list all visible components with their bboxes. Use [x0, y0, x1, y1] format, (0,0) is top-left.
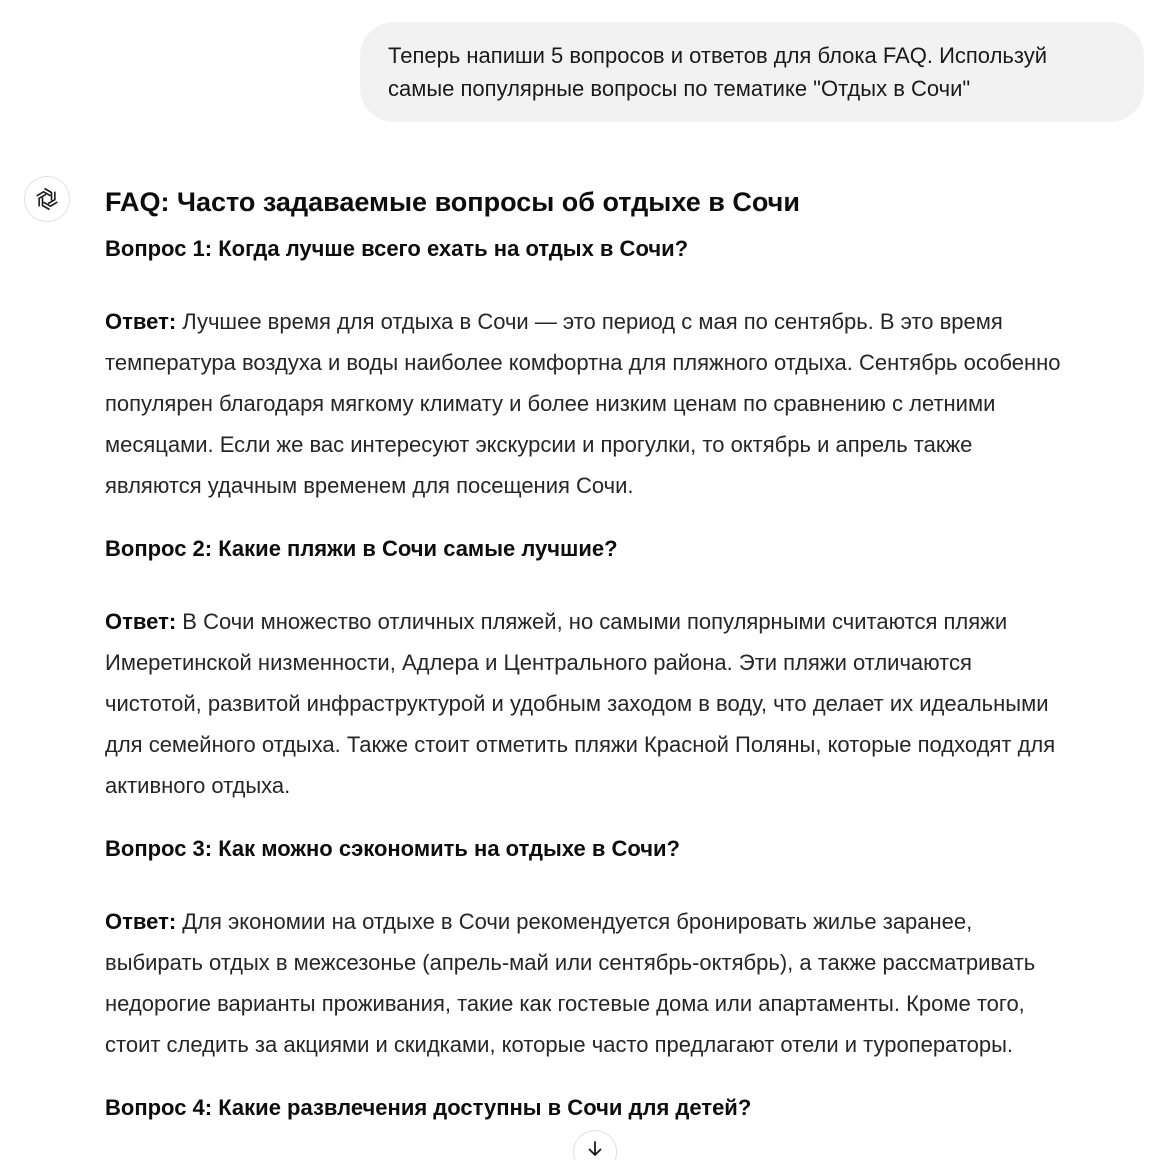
arrow-down-icon	[585, 1139, 605, 1159]
openai-logo-icon	[24, 176, 70, 222]
assistant-response	[105, 178, 1155, 1126]
answer-label: Ответ:	[105, 909, 177, 934]
faq-question: Вопрос 1: Когда лучше всего ехать на отдых в Сочи?	[105, 236, 689, 261]
faq-answer: Ответ: В Сочи множество отличных пляжей, но самыми популярными считаются пляжи Имеретинской низменности, Адлера и Центрального района. Эти пляжи отличаются чистотой, развитой инфраструктурой и удобным заходом в воду, что делает их идеальными для семейного отдыха. Также стоит отметить пляжи Красной Поляны, которые подходят для активного отдыха.	[105, 609, 1056, 798]
user-message-line: Теперь напиши 5 вопросов и ответов для блока FAQ. Используй	[388, 43, 1047, 68]
answer-label: Ответ:	[105, 309, 177, 334]
faq-question: Вопрос 2: Какие пляжи в Сочи самые лучшие?	[105, 536, 618, 561]
faq-question: Вопрос 4: Какие развлечения доступны в Сочи для детей?	[105, 1095, 752, 1120]
faq-title: FAQ: Часто задаваемые вопросы об отдыхе в Сочи	[105, 187, 800, 217]
faq-answer: Ответ: Для экономии на отдыхе в Сочи рекомендуется бронировать жилье заранее, выбирать отдых в межсезонье (апрель-май или сентябрь-октябрь), а также рассматривать недорогие варианты проживания, такие как гостевые дома или апартаменты. Кроме того, стоит следить за акциями и скидками, которые часто предлагают отели и туроператоры.	[105, 909, 1036, 1057]
user-message-line: самые популярные вопросы по тематике "Отдых в Сочи"	[388, 76, 971, 101]
user-message-bubble	[360, 22, 1144, 122]
answer-label: Ответ:	[105, 609, 177, 634]
scroll-to-bottom-button[interactable]	[573, 1130, 617, 1160]
faq-question: Вопрос 3: Как можно сэкономить на отдыхе в Сочи?	[105, 836, 680, 861]
faq-answer: Ответ: Лучшее время для отдыха в Сочи — это период с мая по сентябрь. В это время температура воздуха и воды наиболее комфортна для пляжного отдыха. Сентябрь особенно популярен благодаря мягкому климату и более низким ценам по сравнению с летними месяцами. Если же вас интересуют экскурсии и прогулки, то октябрь и апрель также являются удачным временем для посещения Сочи.	[105, 309, 1061, 498]
